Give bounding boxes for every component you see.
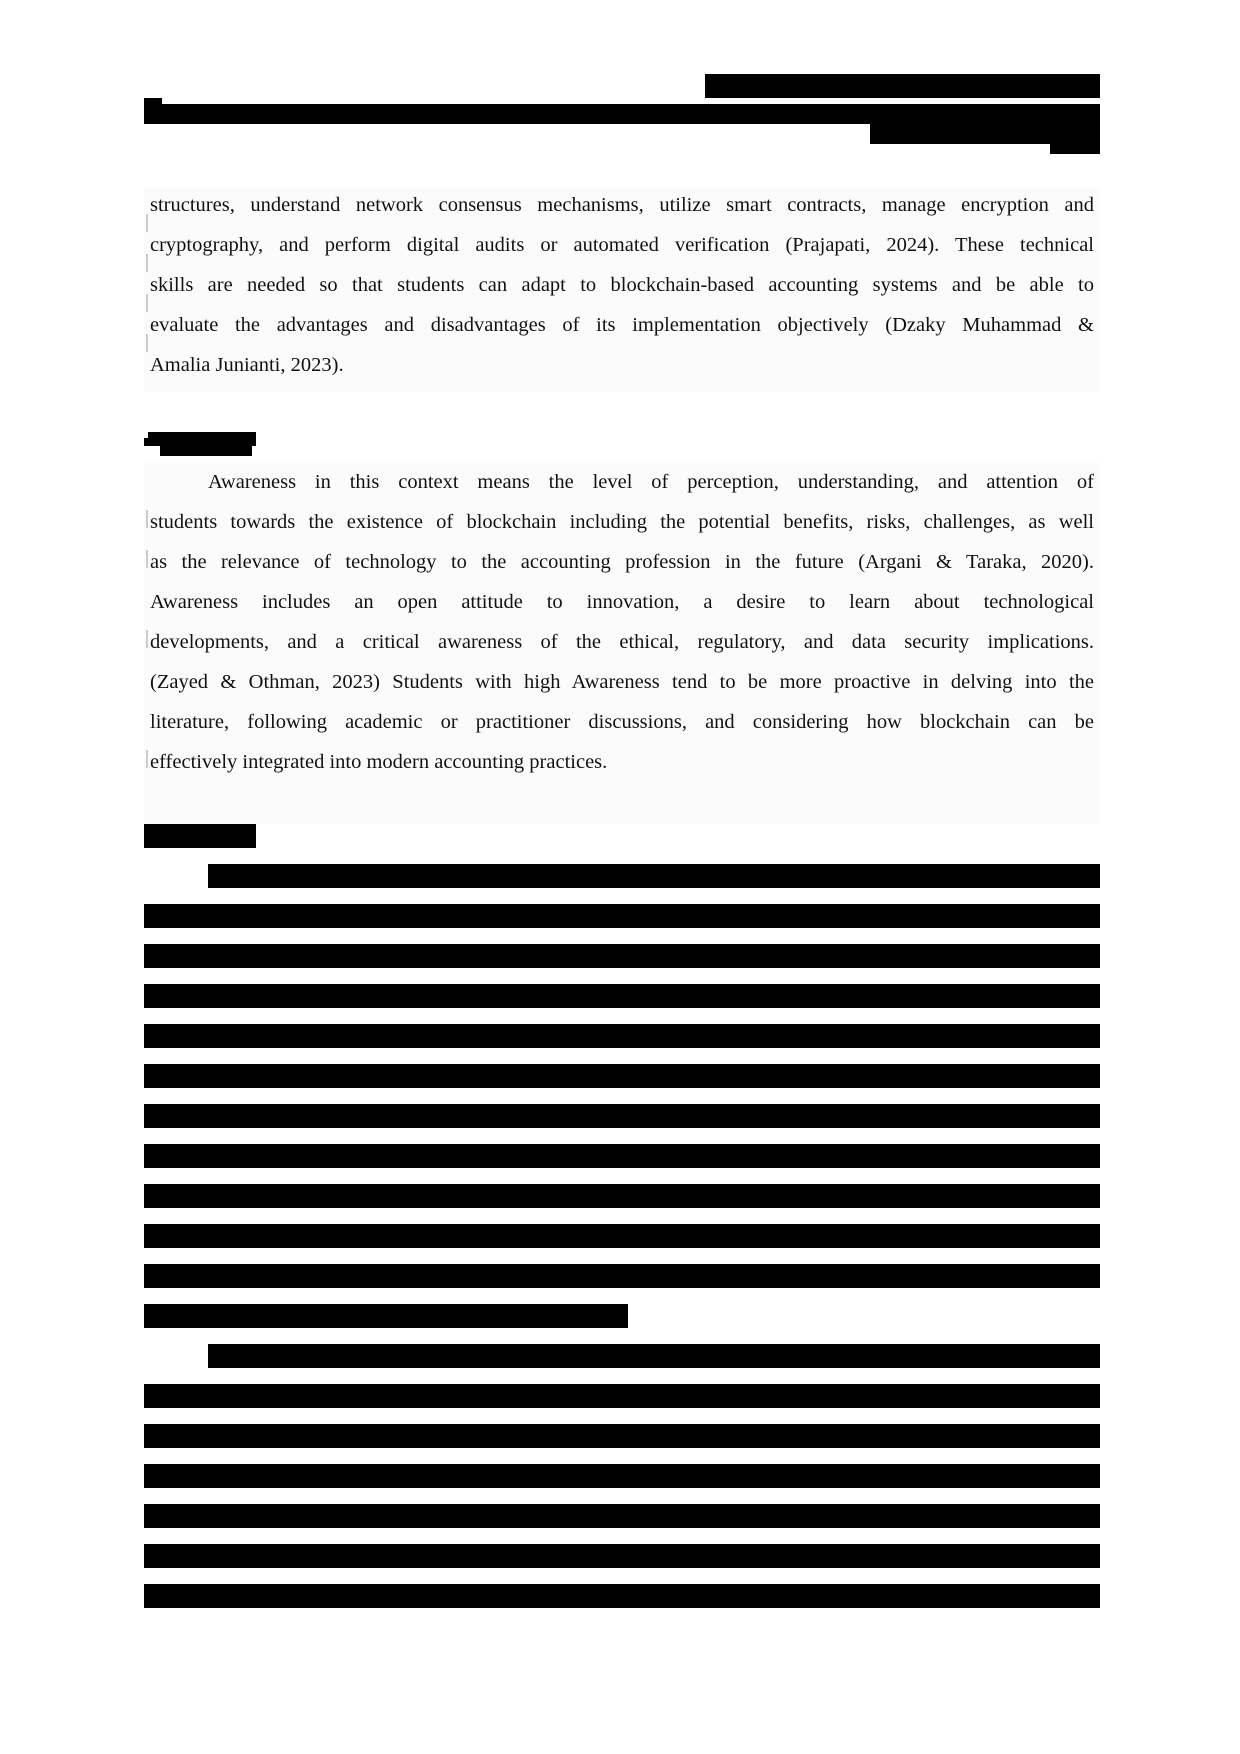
text-line: skills are needed so that students can adapt to blockchain-based accounting systems and be able to — [150, 274, 1094, 296]
text-line: evaluate the advantages and disadvantages of its implementation objectively (Dzaky Muhammad & — [150, 314, 1094, 336]
text-line: effectively integrated into modern accounting practices. — [150, 751, 608, 773]
text-line: Awareness in this context means the level of perception, understanding, and attention of — [208, 471, 1094, 493]
text-line: cryptography, and perform digital audits or automated verification (Prajapati, 2024). These technical — [150, 234, 1094, 256]
text-line: developments, and a critical awareness of the ethical, regulatory, and data security implications. — [150, 631, 1094, 653]
text-line: (Zayed & Othman, 2023) Students with high Awareness tend to be more proactive in delving into the — [150, 671, 1094, 693]
text-line: literature, following academic or practitioner discussions, and considering how blockchain can be — [150, 711, 1094, 733]
text-line: students towards the existence of blockchain including the potential benefits, risks, challenges, as well — [150, 511, 1094, 533]
text-line: structures, understand network consensus mechanisms, utilize smart contracts, manage encryption and — [150, 194, 1094, 216]
text-line: as the relevance of technology to the accounting profession in the future (Argani & Taraka, 2020). — [150, 551, 1094, 573]
text-line: Awareness includes an open attitude to innovation, a desire to learn about technological — [150, 591, 1094, 613]
text-line: Amalia Junianti, 2023). — [150, 354, 344, 376]
